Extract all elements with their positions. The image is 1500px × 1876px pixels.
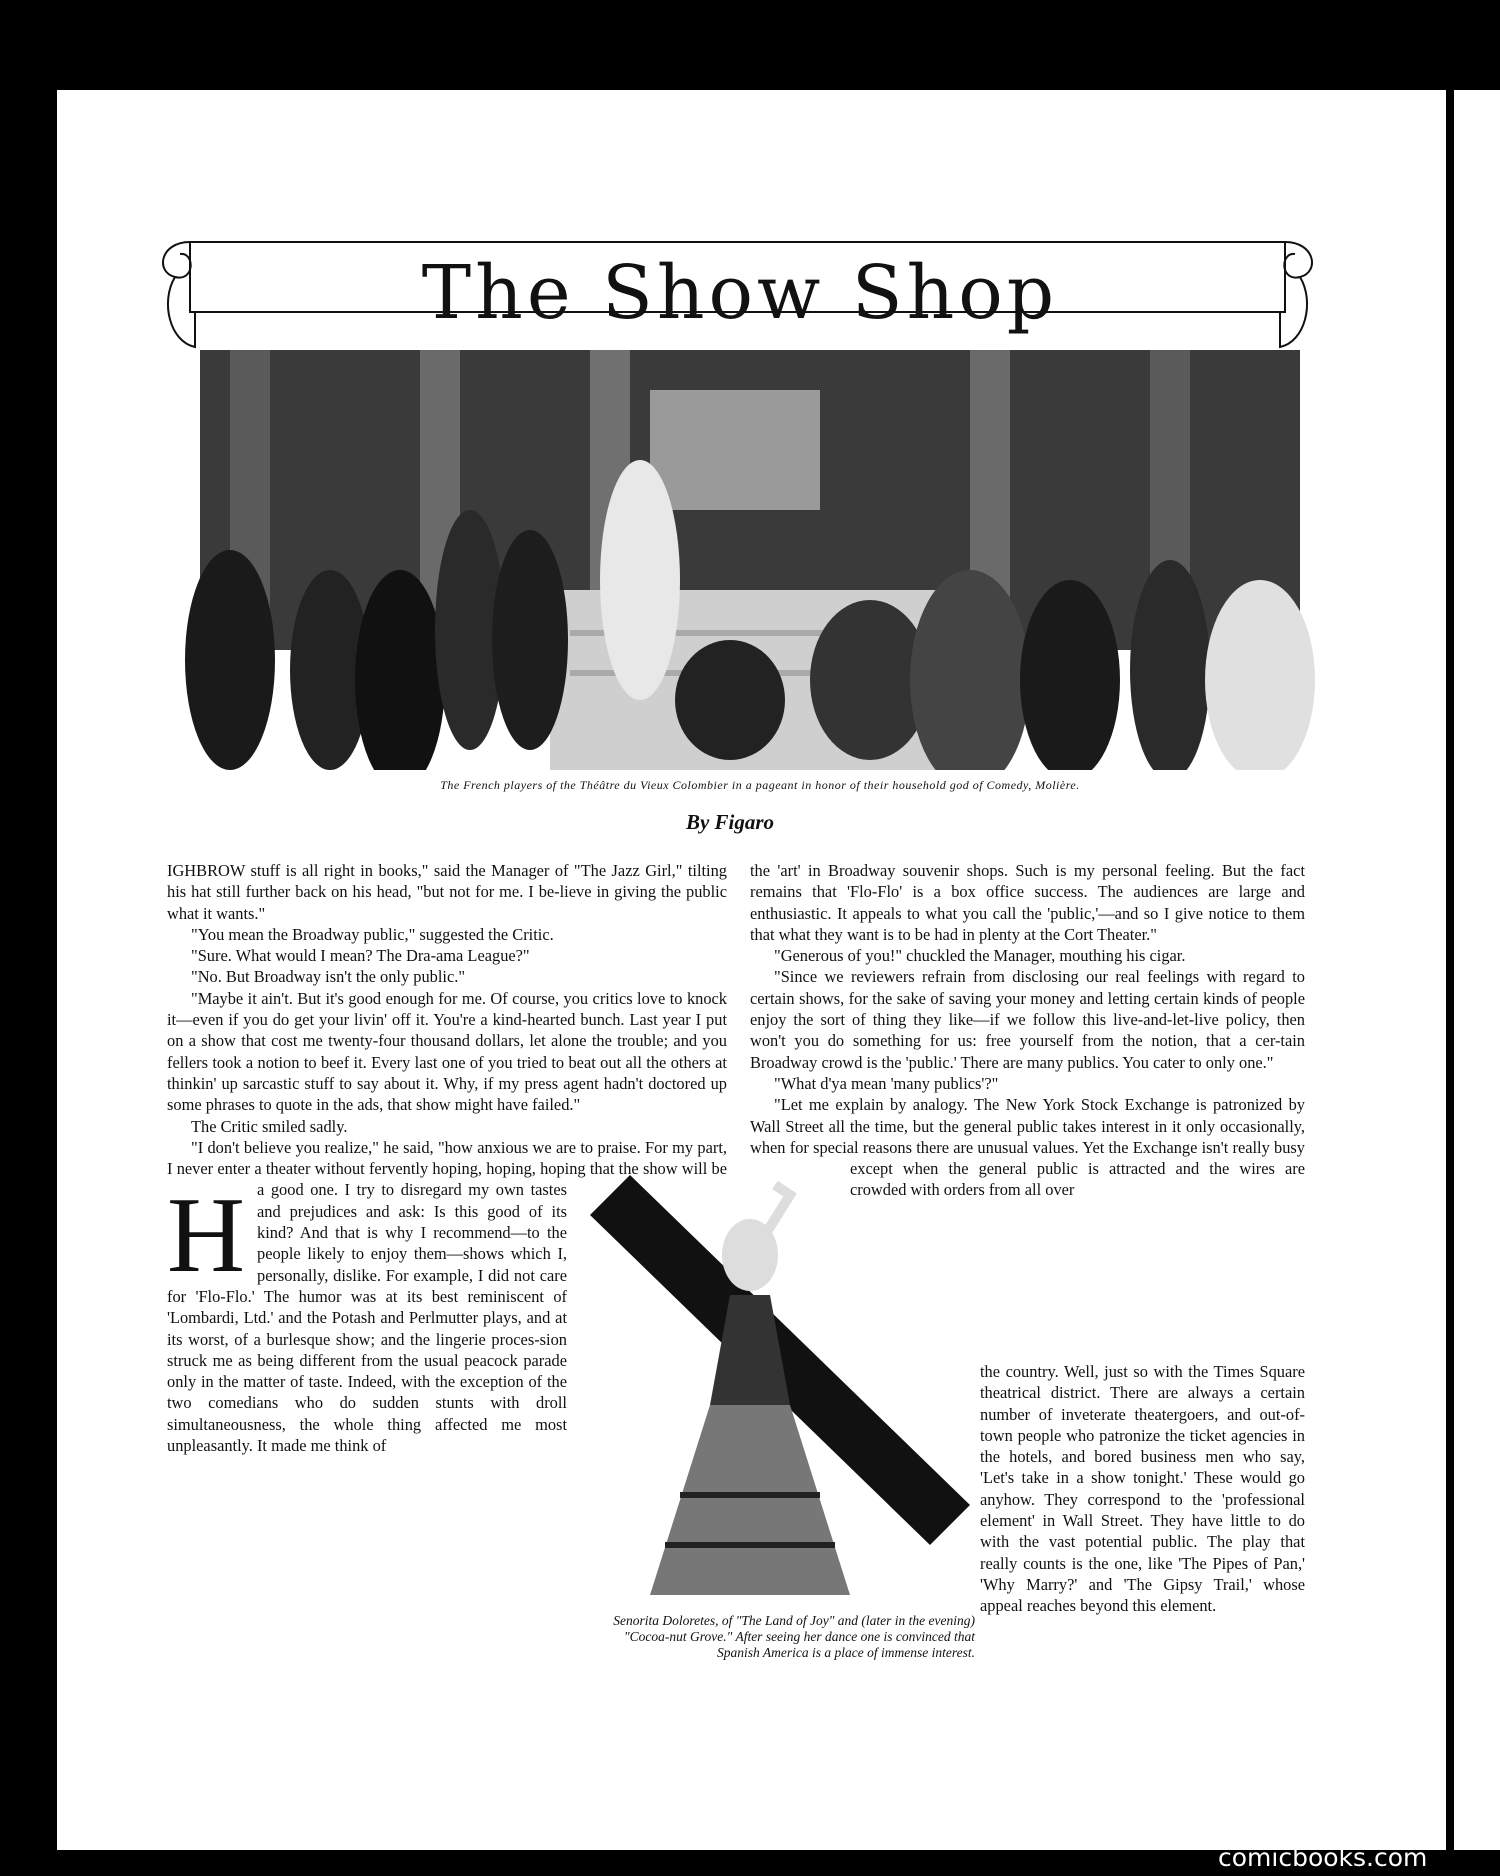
paragraph: the country. Well, just so with the Times Square theatrical district. There are always a certain number of inveterate theatergoers, and out-of-town people who patronize the ticket agencies in the hotels, and bored business men who say, 'Let's take in a show tonight.' These would go anyhow. They correspond to the 'professional element' in Wall Street. They have little to do with the vast potential public. The play that really counts is the one, like 'The Pipes of Pan,' 'Why Marry?' and 'The Gipsy Trail,' whose appeal reaches beyond this element.	[980, 1362, 1305, 1616]
page-gutter	[1446, 90, 1454, 1850]
paragraph: "Since we reviewers refrain from disclosing our real feelings with regard to certain shows, for the sake of saving your money and letting certain kinds of people enjoy the sort of thing they like—if we follow this live-and-let-live policy, then won't you do something for us: free yourself from the notion, that a cer-tain Broadway crowd is the 'public.' There are many publics. You cater to only one."	[750, 967, 1305, 1072]
paragraph: The Critic smiled sadly.	[191, 1116, 348, 1136]
paragraph: "What d'ya mean 'many publics'?"	[774, 1073, 999, 1093]
paragraph: "Maybe it ain't. But it's good enough for me. Of course, you critics love to knock it—even if you do get your livin' off it. You're a kind-hearted bunch. Last year I put on a show that cost me twenty-four thousand dollars, let alone the trouble; and you fellers took a notion to beef it. Every last one of you tried to beat out all the others at thinkin' up sarcastic stuff to say about it. Why, if my press agent hadn't doctored up some phrases to quote in the ads, that show might have failed."	[167, 988, 727, 1115]
paragraph: the 'art' in Broadway souvenir shops. Such is my personal feeling. But the fact remains that 'Flo-Flo' is a box office success. The audiences are large and enthusiastic. It appeals to what you call the 'public,'—and so I give notice to them that what they want is to be had in plenty at the Cort Theater."	[750, 861, 1305, 944]
byline: By Figaro	[685, 810, 775, 834]
paragraph: "Let me explain by analogy. The New York Stock Exchange is patronized by Wall Street all the time, but the general public takes interest in it only occasionally, when for special reasons there are unusual values. Yet the Exchange isn't really busy except when the general public is attracted and the wires are crowded with orders from all over	[750, 1095, 1305, 1200]
theatre-pageant-photo	[170, 350, 1320, 770]
article-column-3	[980, 1361, 1305, 1617]
dancer-photo	[590, 1175, 970, 1615]
page-title: The Show Shop	[421, 250, 1059, 336]
photo-caption: The French players of the Théâtre du Vieux Colombier in a pageant in honor of their household god of Comedy, Molière.	[440, 778, 1080, 792]
paragraph: IGHBROW stuff is all right in books," said the Manager of "The Jazz Girl," tilting his hat still further back on his head, "but not for me. I be-lieve in giving the public what it wants."	[167, 861, 727, 923]
drop-cap: H	[167, 1176, 245, 1295]
paragraph: "Sure. What would I mean? The Dra-ama League?"	[191, 946, 530, 966]
paragraph: "Generous of you!" chuckled the Manager, mouthing his cigar.	[774, 946, 1186, 966]
watermark-text: comicbooks.com	[1218, 1843, 1428, 1872]
dancer-caption: Senorita Doloretes, of "The Land of Joy" and (later in the evening) "Cocoa-nut Grove." After seeing her dance one is convinced that Spanish America is a place of immense interest.	[613, 1613, 975, 1660]
paragraph: "I don't believe you realize," he said, "how anxious we are to praise. For my part, I never enter a theater without fervently hoping, hoping, hoping that the show will be a good one. I try to disregard my own tastes and prejudices and ask: Is this good of its kind? And that is why I recommend—to the people likely to enjoy them—shows which I, personally, dislike. For example, I did not care for 'Flo-Flo.' The humor was at its best reminiscent of 'Lombardi, Ltd.' and the Potash and Perlmutter plays, and at its worst, of a burlesque show; and the lingerie proces-sion struck me as being different from the usual peacock parade only in the matter of taste. Indeed, with the exception of the two comedians who do sudden stunts with droll simultaneousness, the whole thing affected me most unpleasantly. It made me think of	[167, 1137, 727, 1456]
facing-page-edge	[1448, 90, 1500, 1850]
paragraph: "No. But Broadway isn't the only public."	[191, 967, 466, 987]
paragraph: "You mean the Broadway public," suggested the Critic.	[191, 924, 554, 944]
